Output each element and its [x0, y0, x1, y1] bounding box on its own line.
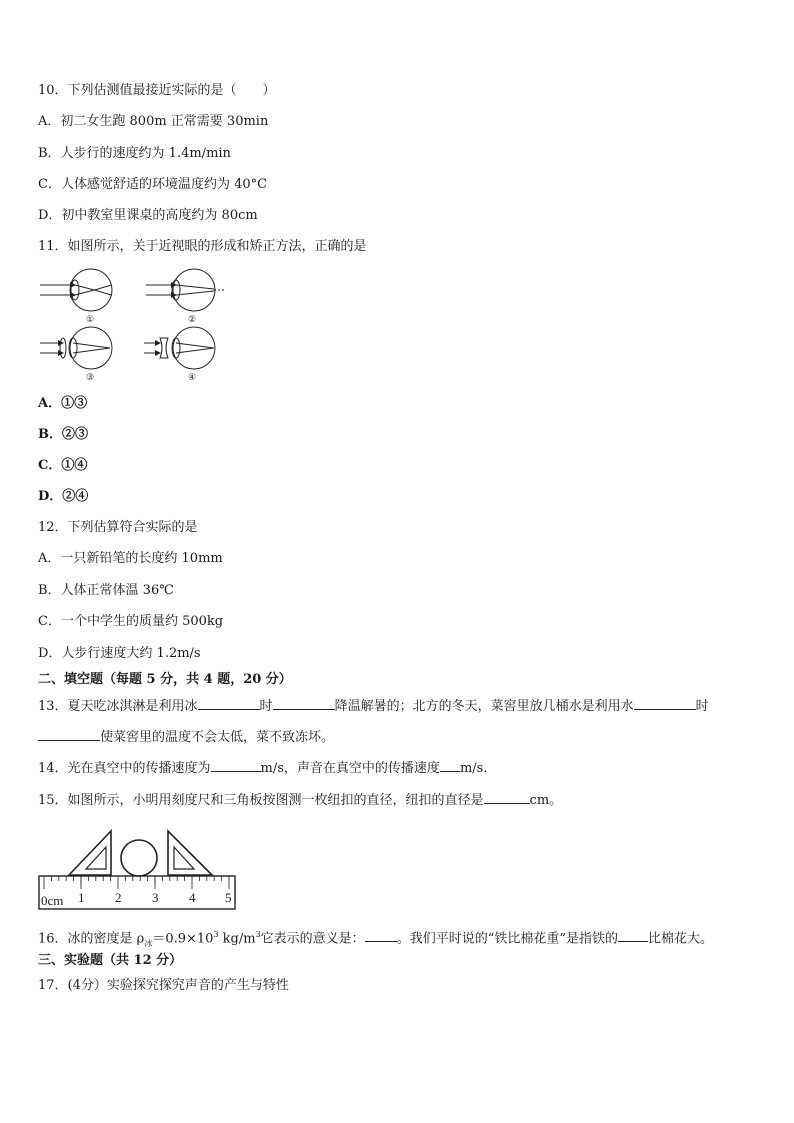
q14-text-3: m/s.	[459, 761, 488, 776]
eye-label-1: ①	[86, 315, 95, 325]
q16-sub: 冰	[144, 938, 153, 948]
q12-stem: 12．下列估算符合实际的是	[38, 520, 198, 535]
eye-diagram-4	[144, 327, 215, 369]
q15-text-2: cm。	[529, 793, 563, 808]
section-3-heading: 三、实验题（共 12 分）	[38, 953, 183, 968]
ruler-label-3: 3	[152, 890, 159, 905]
q14-blank-2[interactable]	[440, 758, 460, 772]
ruler-button-figure	[36, 825, 240, 913]
q11-stem: 11．如图所示，关于近视眼的形成和矫正方法，正确的是	[38, 239, 367, 254]
q15-text-1: 15．如图所示，小明用刻度尺和三角板按图测一枚纽扣的直径，纽扣的直径是	[38, 793, 484, 808]
q11-option-d: D．②④	[38, 489, 89, 504]
q14-line	[38, 758, 487, 778]
q16-text-3: kg/m	[218, 931, 256, 947]
q13-text-1: 13．夏天吃冰淇淋是利用冰	[38, 699, 198, 714]
eye-label-4: ④	[188, 373, 197, 383]
ruler-label-2: 2	[115, 890, 122, 905]
q10-option-d: D．初中教室里课桌的高度约为 80cm	[38, 208, 258, 223]
q12-option-b: B．人体正常体温 36℃	[38, 583, 174, 598]
q11-option-c: C．①④	[38, 458, 88, 473]
q14-blank-1[interactable]	[211, 758, 261, 772]
q15-line	[38, 790, 562, 810]
eye-diagram-3	[40, 327, 112, 369]
ruler-body	[39, 876, 235, 909]
q14-text-1: 14．光在真空中的传播速度为	[38, 761, 211, 776]
q16-sup-2: 3	[255, 930, 261, 939]
ruler-label-5: 5	[225, 890, 232, 905]
q13-text-2: 时	[259, 699, 273, 714]
eye-diagram-1	[40, 269, 112, 311]
ruler-label-0: 0cm	[41, 893, 64, 908]
q16-text-2: ＝0.9×10	[152, 931, 214, 947]
q13-text-3: 降温解暑的；北方的冬天，菜窖里放几桶水是利用水	[334, 699, 634, 714]
q16-sup: 3	[213, 930, 219, 939]
q16-blank-1[interactable]	[365, 928, 397, 942]
q12-option-c: C．一个中学生的质量约 500kg	[38, 614, 224, 629]
eye-label-3: ③	[86, 373, 95, 383]
q11-option-b: B．②③	[38, 427, 88, 442]
q13-line-1	[38, 696, 709, 716]
q16-text-6: 比棉花大。	[647, 931, 713, 947]
q13-text-4: 时	[695, 699, 709, 714]
q13-blank-3[interactable]	[634, 696, 696, 710]
q16-text-4: 它表示的意义是：	[260, 931, 365, 947]
q14-text-2: m/s，声音在真空中的传播速度	[260, 761, 440, 776]
button-circle	[121, 840, 157, 876]
eye-label-2: ②	[188, 315, 197, 325]
eye-diagram-2	[146, 269, 226, 311]
q16-blank-2[interactable]	[618, 928, 648, 942]
q13-blank-1[interactable]	[198, 696, 260, 710]
q15-blank-1[interactable]	[484, 790, 530, 804]
q12-option-a: A．一只新铅笔的长度约 10mm	[38, 551, 223, 566]
section-2-heading: 二、填空题（每题 5 分，共 4 题，20 分）	[38, 672, 292, 687]
q16-text-1: 16．冰的密度是 ρ	[38, 931, 145, 947]
q16-text-5: 。我们平时说的“铁比棉花重”是指铁的	[396, 931, 618, 947]
q10-option-c: C．人体感觉舒适的环境温度约为 40°C	[38, 177, 268, 192]
q13-line-2	[38, 727, 334, 747]
q10-stem: 10．下列估测值最接近实际的是（ ）	[38, 83, 276, 98]
q13-blank-2[interactable]	[273, 696, 335, 710]
q10-option-a: A．初二女生跑 800m 正常需要 30min	[38, 114, 269, 129]
q17-stem: 17．(4分）实验探究探究声音的产生与特性	[38, 978, 289, 993]
ruler-label-4: 4	[189, 890, 196, 905]
q16-line	[38, 926, 713, 953]
eye-diagrams-figure	[36, 268, 236, 386]
q13-text-5: 使菜窖里的温度不会太低，菜不致冻坏。	[100, 730, 335, 745]
q10-option-b: B．人步行的速度约为 1.4m/min	[38, 146, 231, 161]
q13-blank-4[interactable]	[38, 727, 100, 741]
q12-option-d: D．人步行速度大约 1.2m/s	[38, 646, 201, 661]
ruler-label-1: 1	[78, 890, 85, 905]
ruler-ticks	[44, 876, 229, 889]
q11-option-a: A．①③	[38, 396, 88, 411]
